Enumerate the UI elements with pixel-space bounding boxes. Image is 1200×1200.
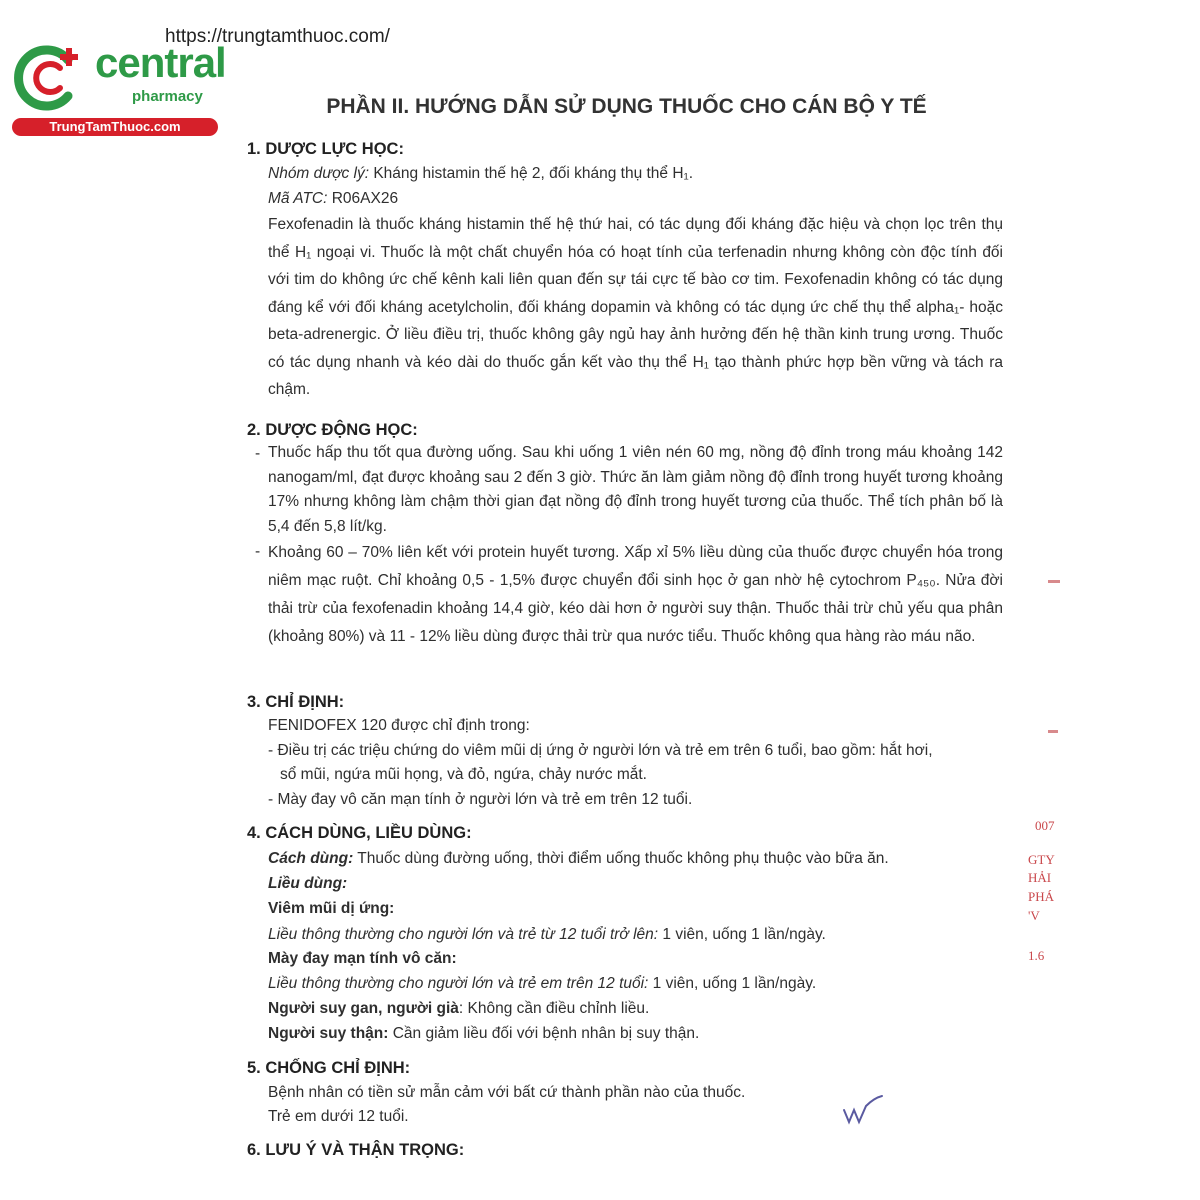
atc-code: [268, 190, 398, 208]
stamp-text: 007: [1035, 818, 1055, 833]
section-3-heading: 3. CHỈ ĐỊNH:: [247, 693, 345, 711]
section-6-heading: 6. LƯU Ý VÀ THẬN TRỌNG:: [247, 1141, 465, 1159]
stamp-text: 1.6: [1028, 948, 1045, 963]
stamp-text: GTY: [1028, 852, 1055, 867]
indication-intro: FENIDOFEX 120 được chỉ định trong:: [268, 717, 530, 734]
group-label: Nhóm dược lý:: [268, 165, 370, 182]
section-1-heading: 1. DƯỢC LỰC HỌC:: [247, 140, 404, 158]
contraindication-2: Trẻ em dưới 12 tuổi.: [268, 1108, 409, 1125]
usage-value: Thuốc dùng đường uống, thời điểm uống thuốc không phụ thuộc vào bữa ăn.: [353, 850, 889, 867]
liver-elderly-line: [268, 1000, 649, 1018]
stamp-mark: [1048, 730, 1058, 733]
usage-line: [268, 850, 889, 868]
pharmacy-logo: [10, 38, 226, 138]
indication-item-1: - Điều trị các triệu chứng do viêm mũi dị ứng ở người lớn và trẻ em trên 6 tuổi, bao gồm: hắt hơi,: [268, 742, 933, 759]
urticaria-dose: [268, 975, 816, 993]
liver-value: : Không cần điều chỉnh liều.: [458, 1000, 650, 1017]
section-5-heading: 5. CHỐNG CHỈ ĐỊNH:: [247, 1059, 411, 1077]
urticaria-label: Mày đay mạn tính vô căn:: [268, 950, 457, 967]
bullet-dash: -: [255, 543, 261, 560]
stamp-text: PHÁ: [1028, 889, 1055, 904]
stamp-text: 'V: [1028, 908, 1040, 923]
bullet-dash: -: [255, 445, 261, 462]
contraindication-1: Bệnh nhân có tiền sử mẫn cảm với bất cứ thành phần nào của thuốc.: [268, 1084, 746, 1101]
section-2-heading: 2. DƯỢC ĐỘNG HỌC:: [247, 421, 418, 439]
indication-item-1-cont: sổ mũi, ngứa mũi họng, và đỏ, ngứa, chảy nước mắt.: [280, 766, 647, 783]
group-value: Kháng histamin thế hệ 2, đối kháng thụ thể H₁.: [369, 165, 694, 182]
rhinitis-dose-label: Liều thông thường cho người lớn và trẻ từ 12 tuổi trở lên:: [268, 926, 659, 943]
liver-label: Người suy gan, người già: [268, 1000, 459, 1017]
indication-item-2: - Mày đay vô căn mạn tính ở người lớn và trẻ em trên 12 tuổi.: [268, 791, 693, 808]
usage-label: Cách dùng:: [268, 850, 354, 867]
logo-band: TrungTamThuoc.com: [12, 118, 218, 136]
section-1-body: Fexofenadin là thuốc kháng histamin thế hệ thứ hai, có tác dụng đối kháng đặc hiệu và chọn lọc trên thụ thể H₁ ngoại vi. Thuốc là một chất chuyển hóa có hoạt tính của terfenadin nhưng không còn độc tính đối với tim do không ức chế kênh kali liên quan đến sự tái cực tế bào cơ tim. Fexofenadin không có tác dụng đáng kể với đối kháng acetylcholin, đối kháng dopamin và không có tác dụng ức chế thụ thể alpha₁- hoặc beta-adrenergic. Ở liều điều trị, thuốc không gây ngủ hay ảnh hưởng đến hệ thần kinh trung ương. Thuốc có tác dụng nhanh và kéo dài do thuốc gắn kết vào thụ thể H₁ tạo thành phức hợp bền vững và tách ra chậm.: [268, 216, 1003, 398]
section-2-para-1: Thuốc hấp thu tốt qua đường uống. Sau khi uống 1 viên nén 60 mg, nồng độ đỉnh trong máu khoảng 142 nanogam/ml, đạt được khoảng sau 2 đến 3 giờ. Thức ăn làm giảm nồng độ đỉnh trong huyết tương khoảng 17% nhưng không làm chậm thời gian đạt nồng độ đỉnh trong huyết tương của thuốc. Thể tích phân bố là 5,4 đến 5,8 lít/kg.: [268, 444, 1003, 535]
section-2-para-2: Khoảng 60 – 70% liên kết với protein huyết tương. Xấp xỉ 5% liều dùng của thuốc được chuyển hóa trong niêm mạc ruột. Chỉ khoảng 0,5 - 1,5% được chuyển đổi sinh học ở gan nhờ hệ cytochrom P₄₅₀. Nửa đời thải trừ của fexofenadin khoảng 14,4 giờ, kéo dài hơn ở người suy thận. Thuốc thải trừ chủ yếu qua phân (khoảng 80%) và 11 - 12% liều dùng được thải trừ qua nước tiểu. Thuốc không qua hàng rào máu não.: [268, 544, 1003, 645]
dose-label: Liều dùng:: [268, 875, 348, 892]
stamp-text: HẢI: [1028, 870, 1052, 885]
atc-label: Mã ATC:: [268, 190, 328, 207]
kidney-value: Cần giảm liều đối với bệnh nhân bị suy thận.: [388, 1025, 700, 1042]
pharmacologic-group: [268, 165, 693, 183]
source-url: https://trungtamthuoc.com/: [165, 26, 390, 47]
logo-sub: pharmacy: [132, 88, 203, 105]
section-4-heading: 4. CÁCH DÙNG, LIỀU DÙNG:: [247, 824, 472, 842]
rhinitis-dose-value: 1 viên, uống 1 lần/ngày.: [658, 926, 826, 943]
kidney-line: [268, 1025, 699, 1043]
rhinitis-label: Viêm mũi dị ứng:: [268, 900, 395, 917]
kidney-label: Người suy thận:: [268, 1025, 389, 1042]
rhinitis-dose: [268, 926, 826, 944]
page-title: PHẦN II. HƯỚNG DẪN SỬ DỤNG THUỐC CHO CÁN BỘ Y TẾ: [326, 95, 927, 118]
atc-value: R06AX26: [327, 190, 399, 207]
signature-icon: [840, 1092, 890, 1127]
urticaria-dose-label: Liều thông thường cho người lớn và trẻ em trên 12 tuổi:: [268, 975, 649, 992]
urticaria-dose-value: 1 viên, uống 1 lần/ngày.: [648, 975, 817, 992]
stamp-mark: [1048, 580, 1060, 583]
logo-brand: central: [95, 39, 226, 86]
